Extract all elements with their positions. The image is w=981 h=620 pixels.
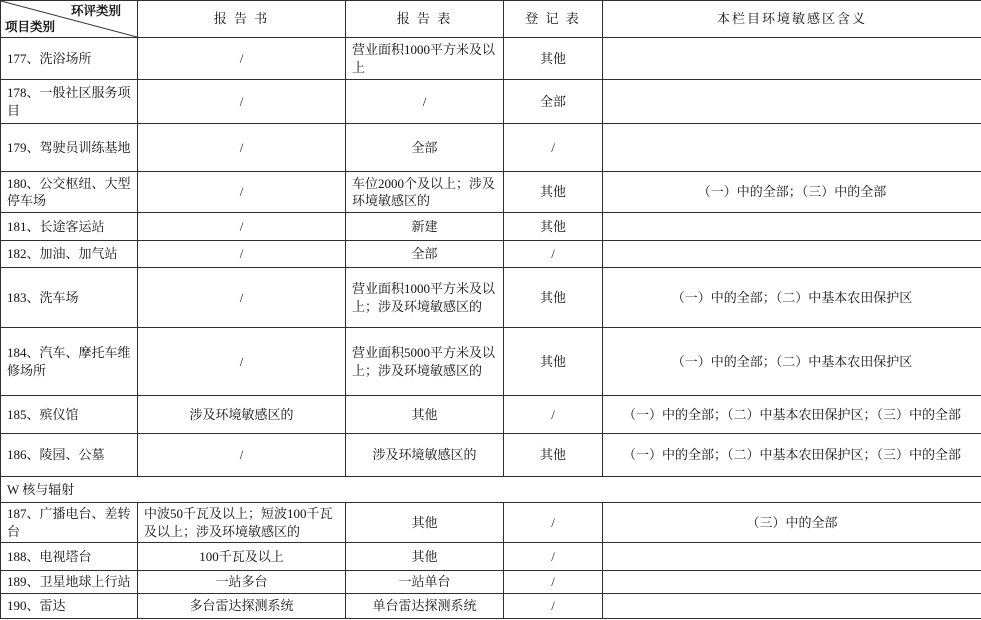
cell-register-form: / [504, 396, 603, 434]
cell-register-form: 全部 [504, 80, 603, 124]
table-row [1, 241, 981, 268]
cell-register-form: / [504, 503, 603, 543]
cell-sensitive-meaning [603, 80, 981, 124]
cell-register-form: 其他 [504, 434, 603, 477]
cell-report-book: 一站多台 [138, 571, 346, 594]
table-row [1, 503, 981, 543]
cell-sensitive-meaning: （一）中的全部；（二）中基本农田保护区 [603, 328, 981, 396]
cell-report-book: / [138, 268, 346, 328]
cell-project-category: 190、雷达 [1, 594, 138, 619]
cell-sensitive-meaning [603, 571, 981, 594]
cell-report-table: 其他 [346, 396, 504, 434]
cell-report-book: / [138, 80, 346, 124]
cell-project-category: 185、殡仪馆 [1, 396, 138, 434]
cell-sensitive-meaning: （三）中的全部 [603, 503, 981, 543]
table-row [1, 396, 981, 434]
cell-report-book: 100千瓦及以上 [138, 543, 346, 571]
cell-report-table: 营业面积5000平方米及以上；涉及环境敏感区的 [346, 328, 504, 396]
cell-sensitive-meaning [603, 594, 981, 619]
table-row [1, 124, 981, 172]
cell-sensitive-meaning [603, 124, 981, 172]
cell-report-book: 中波50千瓦及以上；短波100千瓦及以上；涉及环境敏感区的 [138, 503, 346, 543]
column-header-sensitive-meaning: 本栏目环境敏感区含义 [603, 1, 981, 38]
cell-report-book: / [138, 213, 346, 241]
corner-label-eia-category: 环评类别 [70, 4, 121, 18]
table-row [1, 172, 981, 213]
column-header-report-book: 报 告 书 [138, 1, 346, 38]
cell-project-category: 189、卫星地球上行站 [1, 571, 138, 594]
cell-report-table: 全部 [346, 241, 504, 268]
cell-register-form: 其他 [504, 38, 603, 80]
cell-sensitive-meaning: （一）中的全部；（二）中基本农田保护区 [603, 268, 981, 328]
cell-register-form: / [504, 543, 603, 571]
cell-project-category: 187、广播电台、差转台 [1, 503, 138, 543]
cell-register-form: 其他 [504, 268, 603, 328]
cell-report-table: 其他 [346, 543, 504, 571]
cell-report-book: / [138, 38, 346, 80]
cell-report-table: 单台雷达探测系统 [346, 594, 504, 619]
section-row-nuclear-radiation [1, 477, 981, 503]
table-row [1, 80, 981, 124]
cell-project-category: 183、洗车场 [1, 268, 138, 328]
table-body [1, 38, 981, 619]
cell-report-table: / [346, 80, 504, 124]
table-row [1, 571, 981, 594]
cell-project-category: 180、公交枢纽、大型停车场 [1, 172, 138, 213]
table-row [1, 543, 981, 571]
corner-label-project-category: 项目类别 [5, 19, 56, 34]
cell-report-table: 其他 [346, 503, 504, 543]
cell-report-book: / [138, 172, 346, 213]
cell-project-category: 179、驾驶员训练基地 [1, 124, 138, 172]
table-row [1, 268, 981, 328]
cell-report-book: / [138, 328, 346, 396]
cell-report-book: 涉及环境敏感区的 [138, 396, 346, 434]
cell-sensitive-meaning [603, 213, 981, 241]
cell-register-form: / [504, 241, 603, 268]
diagonal-header-cell [1, 1, 138, 38]
cell-register-form: 其他 [504, 328, 603, 396]
section-title: W 核与辐射 [1, 477, 981, 503]
cell-project-category: 188、电视塔台 [1, 543, 138, 571]
cell-register-form: 其他 [504, 213, 603, 241]
header-row [1, 1, 981, 38]
column-header-register-form: 登 记 表 [504, 1, 603, 38]
cell-sensitive-meaning [603, 38, 981, 80]
cell-report-book: / [138, 241, 346, 268]
table-row [1, 328, 981, 396]
cell-report-table: 涉及环境敏感区的 [346, 434, 504, 477]
cell-sensitive-meaning: （一）中的全部；（二）中基本农田保护区；（三）中的全部 [603, 396, 981, 434]
cell-report-table: 一站单台 [346, 571, 504, 594]
column-header-report-table: 报 告 表 [346, 1, 504, 38]
cell-project-category: 182、加油、加气站 [1, 241, 138, 268]
cell-project-category: 177、洗浴场所 [1, 38, 138, 80]
table-row [1, 594, 981, 619]
cell-register-form: / [504, 571, 603, 594]
cell-register-form: / [504, 594, 603, 619]
cell-sensitive-meaning: （一）中的全部；（三）中的全部 [603, 172, 981, 213]
cell-register-form: 其他 [504, 172, 603, 213]
cell-report-table: 营业面积1000平方米及以上 [346, 38, 504, 80]
cell-project-category: 181、长途客运站 [1, 213, 138, 241]
cell-register-form: / [504, 124, 603, 172]
cell-sensitive-meaning: （一）中的全部；（二）中基本农田保护区；（三）中的全部 [603, 434, 981, 477]
cell-project-category: 184、汽车、摩托车维修场所 [1, 328, 138, 396]
cell-sensitive-meaning [603, 241, 981, 268]
cell-project-category: 178、一般社区服务项目 [1, 80, 138, 124]
table-row [1, 434, 981, 477]
cell-report-book: / [138, 434, 346, 477]
cell-report-book: / [138, 124, 346, 172]
cell-report-book: 多台雷达探测系统 [138, 594, 346, 619]
cell-report-table: 车位2000个及以上；涉及环境敏感区的 [346, 172, 504, 213]
cell-report-table: 营业面积1000平方米及以上；涉及环境敏感区的 [346, 268, 504, 328]
cell-report-table: 全部 [346, 124, 504, 172]
table-row [1, 213, 981, 241]
table-row [1, 38, 981, 80]
cell-sensitive-meaning [603, 543, 981, 571]
cell-project-category: 186、陵园、公墓 [1, 434, 138, 477]
cell-report-table: 新建 [346, 213, 504, 241]
